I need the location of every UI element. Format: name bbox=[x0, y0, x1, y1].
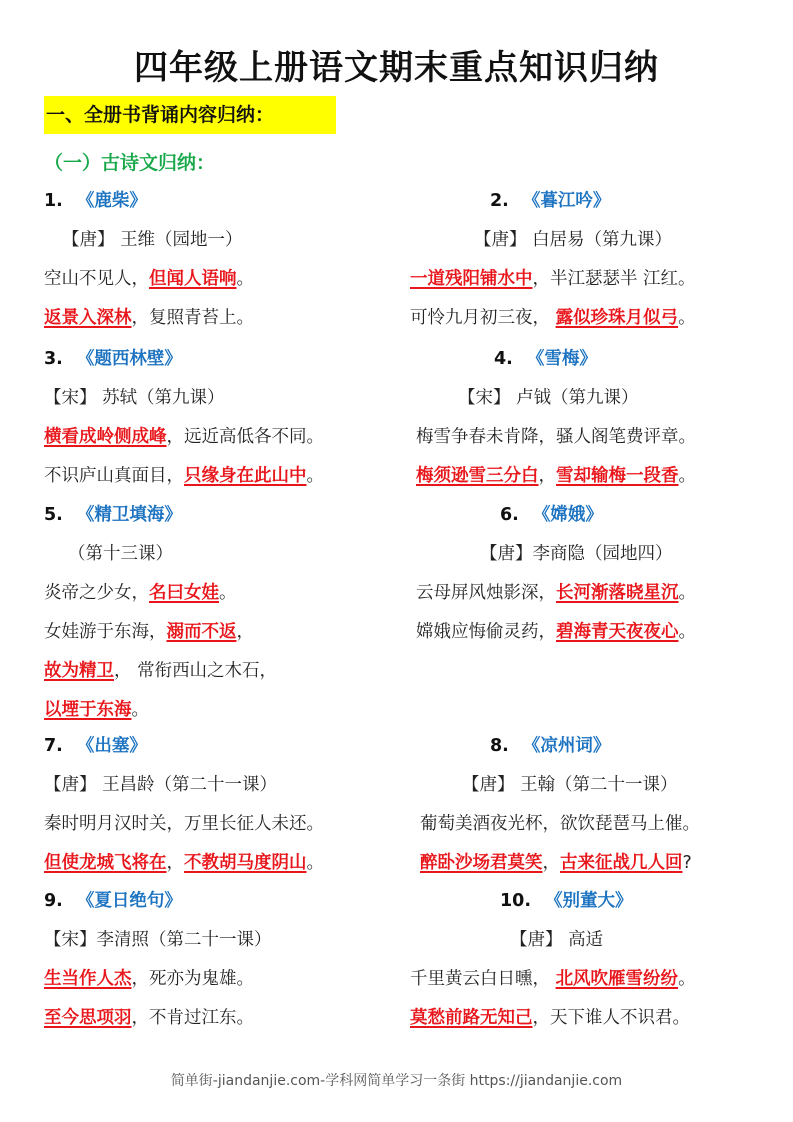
verse-text: ，远近高低各不同。 bbox=[166, 427, 324, 447]
poem-9 bbox=[44, 882, 272, 1038]
key-phrase: 莫愁前路无知己 bbox=[410, 1008, 533, 1028]
poem-number: 8. bbox=[490, 736, 509, 756]
key-phrase: 醉卧沙场君莫笑 bbox=[420, 853, 543, 873]
poem-title bbox=[44, 727, 324, 766]
verse-text: 。 bbox=[219, 583, 237, 603]
poem-author: 【唐】 王维（园地一） bbox=[62, 230, 243, 250]
verse-text: ? bbox=[682, 853, 692, 873]
poem-3 bbox=[44, 340, 324, 496]
poem-line bbox=[410, 574, 696, 613]
key-phrase: 雪却输梅一段香 bbox=[556, 466, 679, 486]
verse-text: 。 bbox=[306, 853, 324, 873]
verse-text: ，天下谁人不识君。 bbox=[532, 1008, 690, 1028]
poem-line bbox=[410, 999, 696, 1038]
verse-text: 。 bbox=[678, 583, 696, 603]
key-phrase: 北风吹雁雪纷纷 bbox=[555, 969, 679, 989]
poem-7 bbox=[44, 727, 324, 883]
poem-title bbox=[410, 496, 696, 535]
verse-text: 不识庐山真面目， bbox=[44, 466, 184, 486]
poem-number: 4. bbox=[494, 349, 513, 369]
poem-line bbox=[44, 960, 272, 999]
poem-number: 2. bbox=[490, 191, 509, 211]
verse-text: 。 bbox=[131, 700, 149, 720]
poem-title bbox=[44, 882, 272, 921]
poem-author: 【唐】 王翰（第二十一课） bbox=[462, 775, 678, 795]
verse-text: 女娃游于东海， bbox=[44, 622, 167, 642]
poem-line bbox=[44, 418, 324, 457]
poem-name: 《出塞》 bbox=[76, 736, 147, 756]
key-phrase: 只缘身在此山中 bbox=[184, 466, 307, 486]
verse-text: ，半江瑟瑟半 江红。 bbox=[532, 269, 696, 289]
page-title: 四年级上册语文期末重点知识归纳 bbox=[134, 48, 659, 88]
verse-text: 。 bbox=[678, 466, 696, 486]
key-phrase: 古来征战几人回 bbox=[560, 853, 683, 873]
poem-line bbox=[410, 613, 696, 652]
verse-text: 可怜九月初三夜， bbox=[410, 308, 556, 328]
poem-line bbox=[44, 805, 324, 844]
poem-line bbox=[44, 574, 277, 613]
verse-text: ， bbox=[538, 466, 556, 486]
poem-line bbox=[410, 844, 700, 883]
poem-name: 《鹿柴》 bbox=[76, 191, 147, 211]
poem-line bbox=[44, 652, 277, 691]
verse-text: ， bbox=[542, 853, 560, 873]
poem-name: 《夏日绝句》 bbox=[76, 891, 182, 911]
verse-text: 。 bbox=[236, 269, 254, 289]
poem-number: 6. bbox=[500, 505, 519, 525]
poem-title bbox=[410, 882, 696, 921]
poem-name: 《暮江吟》 bbox=[522, 191, 611, 211]
key-phrase: 但使龙城飞将在 bbox=[44, 853, 167, 873]
verse-text: 秦时明月汉时关，万里长征人未还。 bbox=[44, 814, 324, 834]
verse-text: ， bbox=[166, 853, 184, 873]
key-phrase: 生当作人杰 bbox=[44, 969, 132, 989]
poem-line bbox=[44, 613, 277, 652]
verse-text: 。 bbox=[678, 622, 696, 642]
poem-title bbox=[44, 182, 254, 221]
poem-number: 3. bbox=[44, 349, 63, 369]
poem-author: 【宋】 苏轼（第九课） bbox=[44, 388, 225, 408]
key-phrase: 但闻人语响 bbox=[149, 269, 237, 289]
key-phrase: 返景入深林 bbox=[44, 308, 132, 328]
poem-1 bbox=[44, 182, 254, 338]
poem-line bbox=[410, 299, 696, 338]
key-phrase: 露似珍珠月似弓 bbox=[555, 308, 679, 328]
key-phrase: 溺而不返 bbox=[166, 622, 237, 642]
section-heading: 一、全册书背诵内容归纳： bbox=[44, 96, 336, 134]
poem-name: 《凉州词》 bbox=[522, 736, 611, 756]
poem-name: 《雪梅》 bbox=[526, 349, 597, 369]
verse-text: 空山不见人， bbox=[44, 269, 149, 289]
poem-line bbox=[410, 805, 700, 844]
key-phrase: 梅须逊雪三分白 bbox=[416, 466, 539, 486]
poem-name: 《别董大》 bbox=[545, 891, 633, 911]
poem-6 bbox=[410, 496, 696, 652]
poem-number: 5. bbox=[44, 505, 63, 525]
key-phrase: 长河渐落晓星沉 bbox=[556, 583, 679, 603]
key-phrase: 名曰女娃 bbox=[149, 583, 219, 603]
poem-author: 【唐】 白居易（第九课） bbox=[474, 230, 673, 250]
poem-title bbox=[410, 340, 696, 379]
poem-author: 【宋】李清照（第二十一课） bbox=[44, 930, 272, 950]
key-phrase: 至今思项羽 bbox=[44, 1008, 132, 1028]
poem-line bbox=[44, 260, 254, 299]
key-phrase: 一道残阳铺水中 bbox=[410, 269, 533, 289]
verse-text: 云母屏风烛影深， bbox=[416, 583, 556, 603]
poem-line bbox=[44, 999, 272, 1038]
poem-number: 7. bbox=[44, 736, 63, 756]
poem-author: 【宋】 卢钺（第九课） bbox=[458, 388, 639, 408]
poem-title bbox=[44, 340, 324, 379]
poem-number: 9. bbox=[44, 891, 63, 911]
poem-number: 10. bbox=[500, 891, 532, 911]
verse-text: ，死亦为鬼雄。 bbox=[131, 969, 254, 989]
verse-text: ，复照青苔上。 bbox=[131, 308, 254, 328]
verse-text: ， 常衔西山之木石， bbox=[114, 661, 278, 681]
poem-title bbox=[44, 496, 277, 535]
verse-text: 炎帝之少女， bbox=[44, 583, 149, 603]
key-phrase: 故为精卫 bbox=[44, 661, 114, 681]
verse-text: 嫦娥应悔偷灵药， bbox=[416, 622, 556, 642]
verse-text: ，不肯过江东。 bbox=[131, 1008, 254, 1028]
poem-title bbox=[410, 182, 696, 221]
poem-line bbox=[44, 299, 254, 338]
poem-line bbox=[410, 418, 696, 457]
verse-text: 梅雪争春未肯降，骚人阁笔费评章。 bbox=[416, 427, 696, 447]
poem-author: 【唐】李商隐（园地四） bbox=[480, 544, 673, 564]
poem-line bbox=[44, 691, 277, 730]
key-phrase: 碧海青天夜夜心 bbox=[556, 622, 679, 642]
verse-text: ， bbox=[236, 622, 254, 642]
poem-name: 《嫦娥》 bbox=[532, 505, 603, 525]
poem-10 bbox=[410, 882, 696, 1038]
poem-line bbox=[410, 260, 696, 299]
poem-8 bbox=[410, 727, 700, 883]
poem-author: 【唐】 高适 bbox=[510, 930, 604, 950]
poem-name: 《题西林壁》 bbox=[76, 349, 182, 369]
poem-name: 《精卫填海》 bbox=[76, 505, 182, 525]
verse-text: 。 bbox=[306, 466, 324, 486]
poem-author: 【唐】 王昌龄（第二十一课） bbox=[44, 775, 278, 795]
poem-number: 1. bbox=[44, 191, 63, 211]
poem-line bbox=[410, 960, 696, 999]
poem-line bbox=[44, 844, 324, 883]
poem-4 bbox=[410, 340, 696, 496]
poem-line bbox=[44, 457, 324, 496]
key-phrase: 不教胡马度阴山 bbox=[184, 853, 307, 873]
poem-title bbox=[410, 727, 700, 766]
poem-author: （第十三课） bbox=[68, 544, 173, 564]
verse-text: 千里黄云白日曛， bbox=[410, 969, 556, 989]
key-phrase: 横看成岭侧成峰 bbox=[44, 427, 167, 447]
poem-5 bbox=[44, 496, 277, 730]
poem-2 bbox=[410, 182, 696, 338]
verse-text: 。 bbox=[678, 308, 696, 328]
subsection-heading: （一）古诗文归纳： bbox=[44, 152, 216, 174]
footer-watermark: 简单街-jiandanjie.com-学科网简单学习一条街 https://jiandanjie.com bbox=[170, 1073, 623, 1089]
verse-text: 葡萄美酒夜光杯，欲饮琵琶马上催。 bbox=[420, 814, 700, 834]
poem-line bbox=[410, 457, 696, 496]
key-phrase: 以堙于东海 bbox=[44, 700, 132, 720]
verse-text: 。 bbox=[678, 969, 696, 989]
